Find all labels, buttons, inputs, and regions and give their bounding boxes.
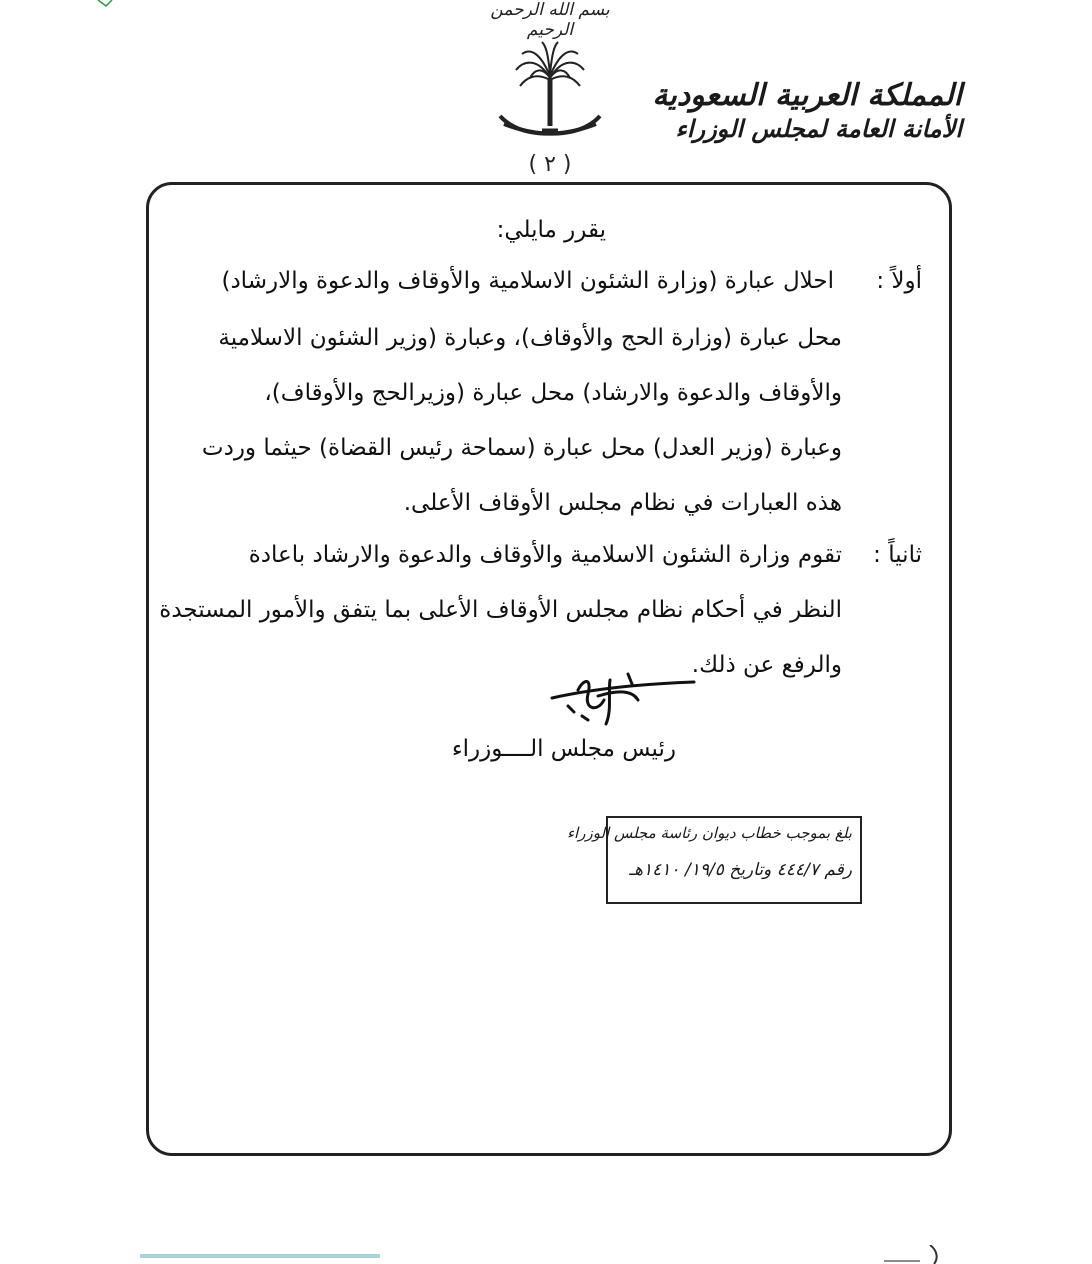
corner-mark bbox=[96, 0, 114, 8]
footer-strip bbox=[140, 1252, 380, 1260]
first-line: هذه العبارات في نظام مجلس الأوقاف الأعلى. bbox=[403, 490, 842, 516]
first-line: احلال عبارة (وزارة الشئون الاسلامية والأوقاف والدعوة والارشاد) bbox=[221, 268, 834, 294]
second-label: ثانياً : bbox=[873, 542, 922, 568]
letterhead bbox=[652, 78, 962, 143]
page-number: ( ٢ ) bbox=[528, 152, 572, 177]
second-line: النظر في أحكام نظام مجلس الأوقاف الأعلى بما يتفق والأمور المستجدة bbox=[159, 597, 842, 623]
first-line: والأوقاف والدعوة والارشاد) محل عبارة (وزيرالحج والأوقاف)، bbox=[264, 380, 842, 406]
signatory-title: رئيس مجلس الــــوزراء bbox=[451, 736, 676, 762]
stamp-line: بلغ بموجب خطاب ديوان رئاسة مجلس الوزراء bbox=[567, 824, 852, 842]
first-line: وعبارة (وزير العدل) محل عبارة (سماحة رئيس القضاة) حيثما وردت bbox=[201, 435, 842, 461]
signature bbox=[548, 660, 698, 730]
footer-mark bbox=[880, 1245, 940, 1264]
second-line: والرفع عن ذلك. bbox=[691, 652, 842, 678]
saudi-emblem-icon bbox=[490, 38, 610, 158]
transmittal-stamp bbox=[567, 816, 862, 904]
basmala: بسم الله الرحمن الرحيم bbox=[490, 0, 610, 40]
intro-line: يقرر مايلي: bbox=[496, 217, 606, 243]
first-label: أولاً : bbox=[876, 268, 922, 294]
kingdom-title: المملكة العربية السعودية bbox=[652, 78, 962, 113]
department-title: الأمانة العامة لمجلس الوزراء bbox=[675, 115, 962, 143]
first-line: محل عبارة (وزارة الحج والأوقاف)، وعبارة (وزير الشئون الاسلامية bbox=[218, 325, 842, 351]
second-line: تقوم وزارة الشئون الاسلامية والأوقاف والدعوة والارشاد باعادة bbox=[248, 542, 842, 568]
stamp-line: رقم ٤٤٤/٧ وتاريخ ١٩/٥/ ١٤١٠هـ bbox=[629, 860, 852, 880]
